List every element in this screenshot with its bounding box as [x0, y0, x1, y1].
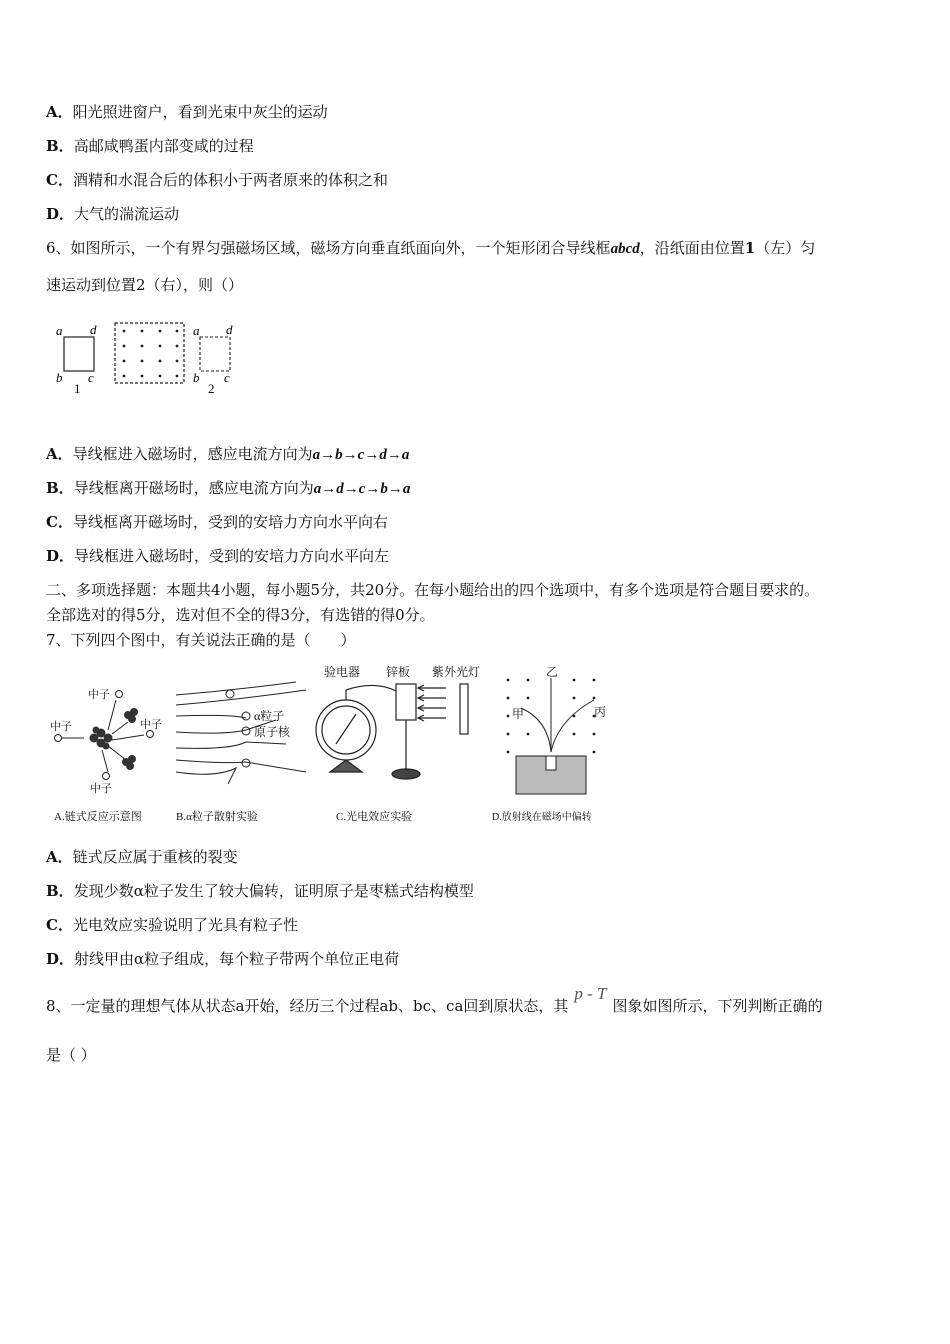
c-electroscope-label: 验电器 — [324, 665, 361, 679]
c-zinc-label: 锌板 — [386, 665, 411, 679]
q6-figure — [50, 318, 245, 398]
label-pos1: 1 — [74, 381, 81, 396]
label-a2: a — [193, 323, 200, 338]
a-neutron-left: 中子 — [50, 721, 72, 733]
label-b2: b — [193, 370, 200, 385]
d-yi-label: 乙 — [546, 665, 559, 679]
label-pos2: 2 — [208, 381, 215, 396]
field-dots — [123, 330, 179, 378]
q6-option-c: C．导线框离开磁场时，受到的安培力方向水平向右 — [46, 513, 388, 531]
a-neutron-bottom: 中子 — [90, 783, 112, 795]
frame-pos1 — [64, 337, 94, 371]
label-c1: c — [88, 370, 94, 385]
q7-option-c: C．光电效应实验说明了光具有粒子性 — [46, 916, 298, 934]
a-neutron-top: 中子 — [88, 689, 110, 701]
q6-option-b: B．导线框离开磁场时，感应电流方向为a→d→c→b→a — [46, 479, 411, 497]
c-caption: C.光电效应实验 — [336, 811, 413, 823]
c-uv-label: 紫外光灯 — [432, 665, 481, 679]
a-caption: A.链式反应示意图 — [54, 811, 142, 823]
panel-b-alpha-scattering — [176, 682, 306, 823]
panel-c-photoelectric — [316, 664, 480, 823]
label-c2: c — [224, 370, 230, 385]
q7-option-a: A．链式反应属于重核的裂变 — [46, 848, 238, 866]
q5-option-a: A．阳光照进窗户，看到光束中灰尘的运动 — [46, 103, 328, 121]
q7-stem: 7、下列四个图中，有关说法正确的是（ ） — [46, 631, 356, 649]
q8-stem-line2: 是（ ） — [46, 1046, 96, 1064]
q7-option-d: D．射线甲由α粒子组成，每个粒子带两个单位正电荷 — [46, 950, 400, 968]
a-neutron-right: 中子 — [140, 719, 162, 731]
q7-figure — [46, 660, 621, 830]
d-bing-label: 丙 — [594, 705, 607, 719]
label-d1: d — [90, 322, 97, 337]
label-d2: d — [226, 322, 233, 337]
q5-option-c: C．酒精和水混合后的体积小于两者原来的体积之和 — [46, 171, 388, 189]
b-caption: B.α粒子散射实验 — [176, 811, 258, 823]
section2-header-line2: 全部选对的得5分，选对但不全的得3分，有选错的得0分。 — [46, 606, 435, 624]
label-b1: b — [56, 370, 63, 385]
q5-option-d: D．大气的湍流运动 — [46, 205, 180, 223]
q6-stem-line1: 6、如图所示，一个有界匀强磁场区域，磁场方向垂直纸面向外，一个矩形闭合导线框abcd，沿纸面由位置1（左）匀 — [46, 239, 816, 257]
d-caption: D.放射线在磁场中偏转 — [492, 812, 592, 823]
q5-option-b: B．高邮咸鸭蛋内部变咸的过程 — [46, 137, 254, 155]
q6-stem-line2: 速运动到位置2（右），则（） — [46, 276, 244, 294]
q7-option-b: B．发现少数α粒子发生了较大偏转，证明原子是枣糕式结构模型 — [46, 882, 474, 900]
q8-stem-line1: 8、一定量的理想气体从状态a开始，经历三个过程ab、bc、ca回到原状态，其p - T图象如图所示，下列判断正确的 — [46, 984, 823, 1015]
b-nucleus-label: 原子核 — [254, 725, 291, 739]
magnetic-field-region — [115, 323, 184, 383]
label-a1: a — [56, 323, 63, 338]
section2-header-line1: 二、多项选择题：本题共4小题，每小题5分，共20分。在每小题给出的四个选项中，有多个选项是符合题目要求的。 — [46, 581, 820, 599]
frame-pos2 — [200, 337, 230, 371]
q6-option-a: A．导线框进入磁场时，感应电流方向为a→b→c→d→a — [46, 445, 410, 463]
panel-d-radiation-deflection — [492, 665, 606, 823]
b-alpha-label: α粒子 — [254, 709, 285, 723]
q6-option-d: D．导线框进入磁场时，受到的安培力方向水平向左 — [46, 547, 390, 565]
pt-formula: p - T — [574, 984, 607, 1003]
panel-a-chain-reaction — [50, 687, 162, 823]
d-jia-label: 甲 — [512, 707, 525, 721]
